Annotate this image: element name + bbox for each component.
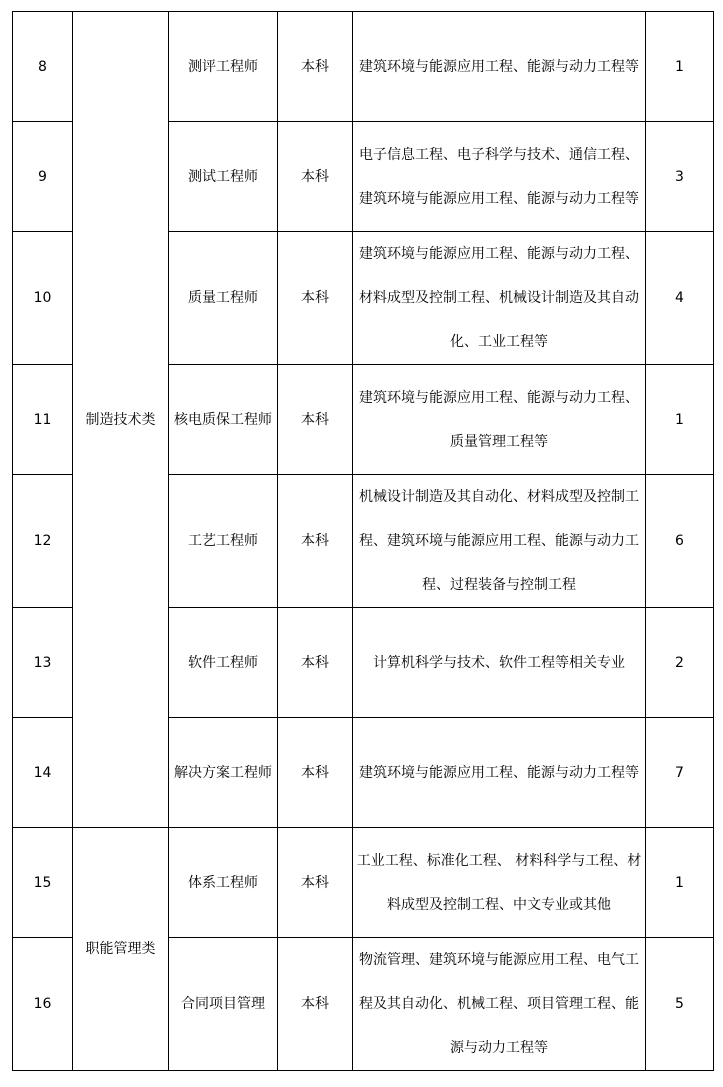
- degree-cell: 本科: [278, 475, 353, 608]
- row-number: 11: [13, 365, 73, 475]
- category-cell-functional: 职能管理类: [73, 828, 169, 1071]
- count-cell: 1: [646, 828, 714, 938]
- position-cell: 合同项目管理: [169, 938, 278, 1071]
- majors-cell: 电子信息工程、电子科学与技术、通信工程、建筑环境与能源应用工程、能源与动力工程等: [353, 122, 646, 232]
- position-cell: 质量工程师: [169, 232, 278, 365]
- count-cell: 1: [646, 12, 714, 122]
- row-number: 8: [13, 12, 73, 122]
- row-number: 9: [13, 122, 73, 232]
- position-cell: 测评工程师: [169, 12, 278, 122]
- count-cell: 1: [646, 365, 714, 475]
- row-number: 15: [13, 828, 73, 938]
- degree-cell: 本科: [278, 828, 353, 938]
- degree-cell: 本科: [278, 12, 353, 122]
- count-cell: 6: [646, 475, 714, 608]
- count-cell: 2: [646, 608, 714, 718]
- majors-cell: 工业工程、标准化工程、 材料科学与工程、材料成型及控制工程、中文专业或其他: [353, 828, 646, 938]
- count-cell: 4: [646, 232, 714, 365]
- majors-cell: 物流管理、建筑环境与能源应用工程、电气工程及其自动化、机械工程、项目管理工程、能源与动力工程等: [353, 938, 646, 1071]
- count-cell: 5: [646, 938, 714, 1071]
- majors-cell: 机械设计制造及其自动化、材料成型及控制工程、建筑环境与能源应用工程、能源与动力工程、过程装备与控制工程: [353, 475, 646, 608]
- degree-cell: 本科: [278, 365, 353, 475]
- position-cell: 核电质保工程师: [169, 365, 278, 475]
- position-cell: 软件工程师: [169, 608, 278, 718]
- count-cell: 3: [646, 122, 714, 232]
- row-number: 14: [13, 718, 73, 828]
- position-cell: 体系工程师: [169, 828, 278, 938]
- majors-cell: 建筑环境与能源应用工程、能源与动力工程、质量管理工程等: [353, 365, 646, 475]
- majors-cell: 建筑环境与能源应用工程、能源与动力工程、材料成型及控制工程、机械设计制造及其自动化、工业工程等: [353, 232, 646, 365]
- row-number: 16: [13, 938, 73, 1071]
- row-number: 10: [13, 232, 73, 365]
- degree-cell: 本科: [278, 718, 353, 828]
- position-cell: 解决方案工程师: [169, 718, 278, 828]
- majors-cell: 建筑环境与能源应用工程、能源与动力工程等: [353, 718, 646, 828]
- count-cell: 7: [646, 718, 714, 828]
- table-row: [13, 12, 714, 122]
- position-cell: 测试工程师: [169, 122, 278, 232]
- degree-cell: 本科: [278, 608, 353, 718]
- category-cell-manufacturing: 制造技术类: [73, 12, 169, 828]
- row-number: 13: [13, 608, 73, 718]
- majors-cell: 计算机科学与技术、软件工程等相关专业: [353, 608, 646, 718]
- row-number: 12: [13, 475, 73, 608]
- position-cell: 工艺工程师: [169, 475, 278, 608]
- table-row: [13, 828, 714, 938]
- job-table: [12, 11, 714, 1071]
- degree-cell: 本科: [278, 122, 353, 232]
- majors-cell: 建筑环境与能源应用工程、能源与动力工程等: [353, 12, 646, 122]
- degree-cell: 本科: [278, 938, 353, 1071]
- degree-cell: 本科: [278, 232, 353, 365]
